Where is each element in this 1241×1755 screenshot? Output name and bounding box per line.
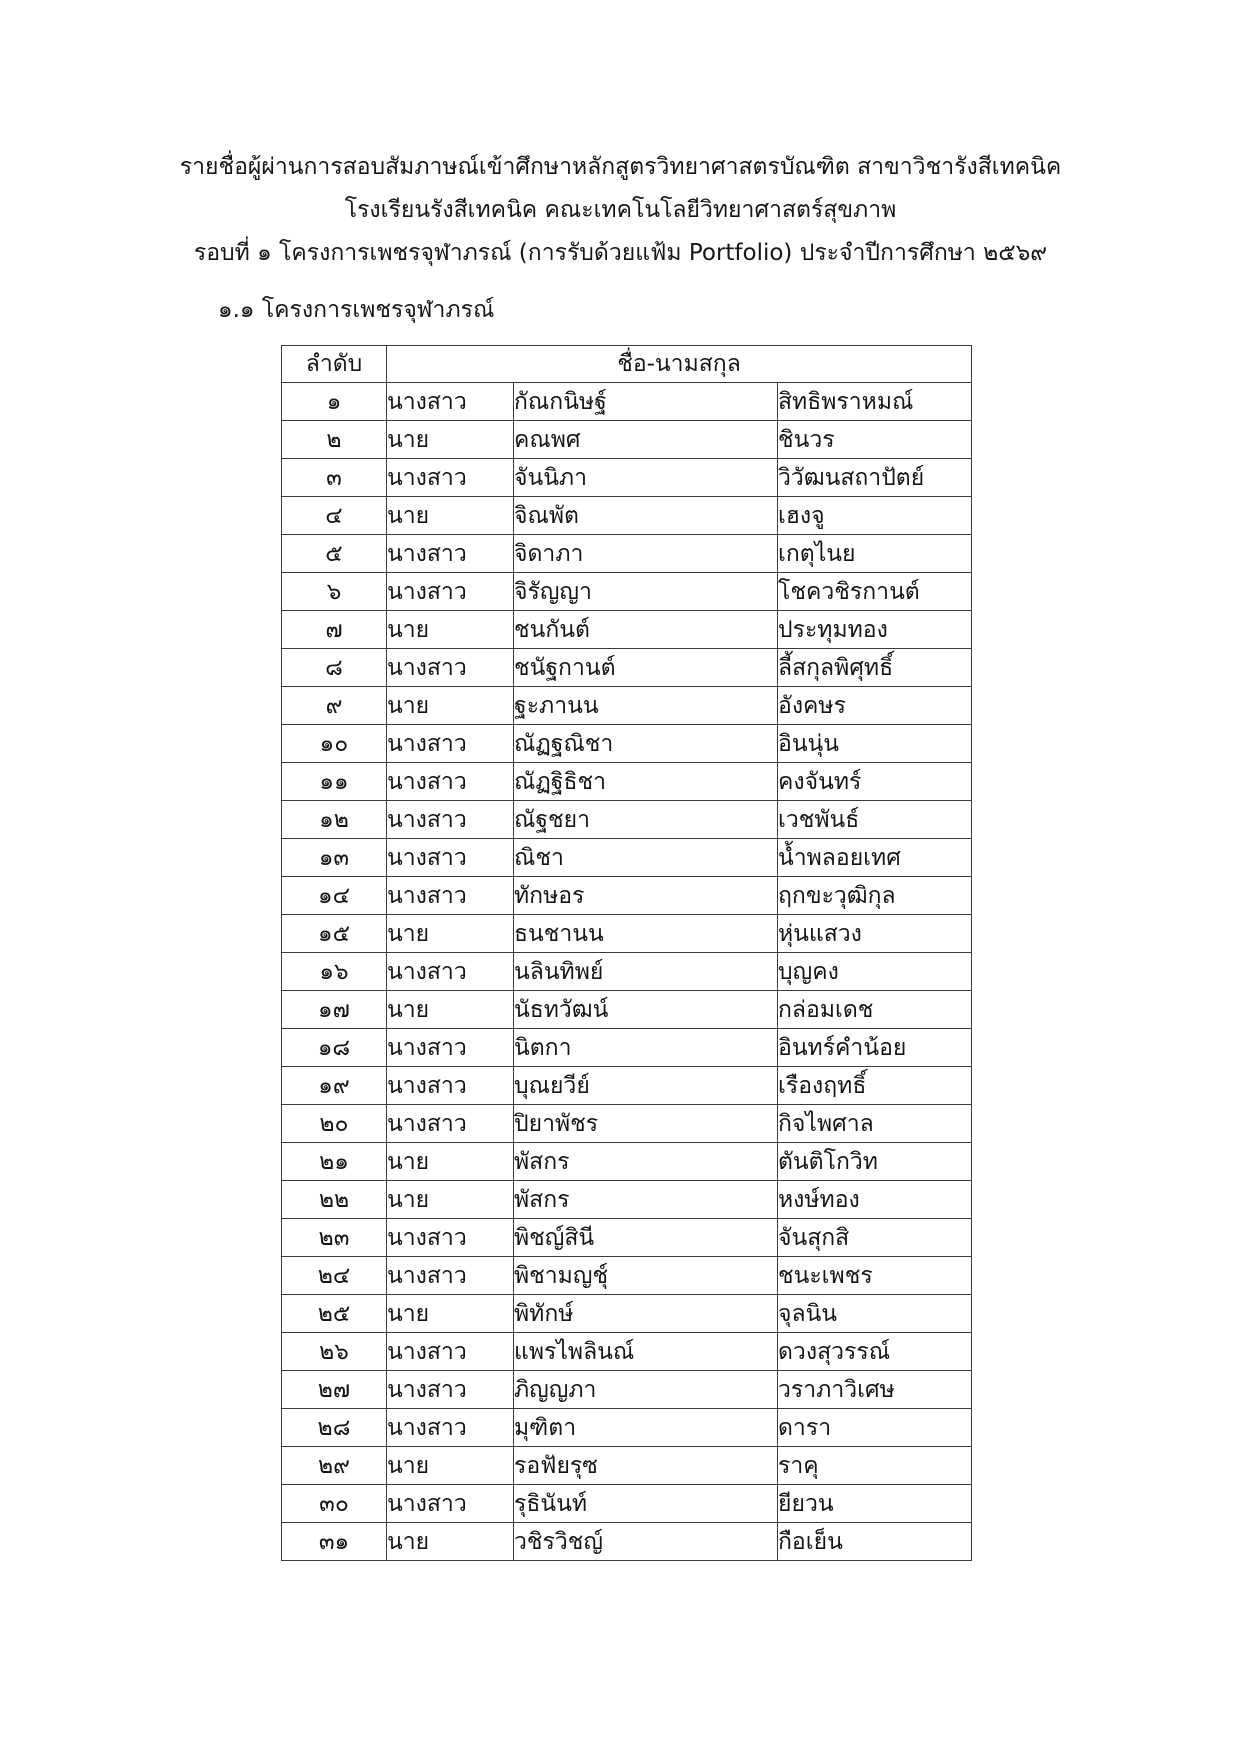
prefix-cell: นางสาว bbox=[387, 801, 514, 839]
table-row bbox=[282, 877, 972, 915]
table-row bbox=[282, 1333, 972, 1371]
first-name-cell: นลินทิพย์ bbox=[514, 953, 778, 991]
table-row bbox=[282, 725, 972, 763]
row-number-cell: ๒๒ bbox=[282, 1181, 387, 1219]
row-number-cell: ๒๑ bbox=[282, 1143, 387, 1181]
last-name-cell: ราคุ bbox=[778, 1447, 972, 1485]
last-name-cell: เฮงจู bbox=[778, 497, 972, 535]
row-number-cell: ๑๘ bbox=[282, 1029, 387, 1067]
first-name-cell: ณัฐชยา bbox=[514, 801, 778, 839]
table-row bbox=[282, 1371, 972, 1409]
first-name-cell: รอฟัยรุซ bbox=[514, 1447, 778, 1485]
prefix-cell: นางสาว bbox=[387, 1485, 514, 1523]
row-number-cell: ๕ bbox=[282, 535, 387, 573]
table-row bbox=[282, 839, 972, 877]
first-name-cell: ภิญญภา bbox=[514, 1371, 778, 1409]
first-name-cell: พิชามญชุ์ bbox=[514, 1257, 778, 1295]
prefix-cell: นางสาว bbox=[387, 953, 514, 991]
last-name-cell: ตันติโกวิท bbox=[778, 1143, 972, 1181]
prefix-cell: นาย bbox=[387, 1143, 514, 1181]
first-name-cell: มุฑิตา bbox=[514, 1409, 778, 1447]
row-number-cell: ๒๓ bbox=[282, 1219, 387, 1257]
last-name-cell: ลี้สกุลพิศุทธิ์ bbox=[778, 649, 972, 687]
row-number-cell: ๒๙ bbox=[282, 1447, 387, 1485]
last-name-cell: กล่อมเดช bbox=[778, 991, 972, 1029]
prefix-cell: นางสาว bbox=[387, 1333, 514, 1371]
first-name-cell: ชนกันต์ bbox=[514, 611, 778, 649]
first-name-cell: ทักษอร bbox=[514, 877, 778, 915]
table-row bbox=[282, 1029, 972, 1067]
row-number-cell: ๑๒ bbox=[282, 801, 387, 839]
last-name-cell: โชควชิรกานต์ bbox=[778, 573, 972, 611]
prefix-cell: นางสาว bbox=[387, 1105, 514, 1143]
prefix-cell: นางสาว bbox=[387, 1257, 514, 1295]
first-name-cell: วชิรวิชญ์ bbox=[514, 1523, 778, 1561]
last-name-cell: เวชพันธ์ bbox=[778, 801, 972, 839]
table-row bbox=[282, 801, 972, 839]
last-name-cell: จันสุกสิ bbox=[778, 1219, 972, 1257]
first-name-cell: จิรัญญา bbox=[514, 573, 778, 611]
prefix-cell: นางสาว bbox=[387, 1067, 514, 1105]
prefix-cell: นาย bbox=[387, 1447, 514, 1485]
table-row bbox=[282, 1143, 972, 1181]
row-number-cell: ๔ bbox=[282, 497, 387, 535]
table-row bbox=[282, 421, 972, 459]
last-name-cell: เกตุไนย bbox=[778, 535, 972, 573]
table-row bbox=[282, 1219, 972, 1257]
prefix-cell: นางสาว bbox=[387, 573, 514, 611]
last-name-cell: สิทธิพราหมณ์ bbox=[778, 383, 972, 421]
first-name-cell: พัสกร bbox=[514, 1143, 778, 1181]
prefix-cell: นาย bbox=[387, 687, 514, 725]
table-header-row bbox=[282, 346, 972, 383]
first-name-cell: แพรไพลินณ์ bbox=[514, 1333, 778, 1371]
last-name-cell: อินนุ่น bbox=[778, 725, 972, 763]
column-header-name: ชื่อ-นามสกุล bbox=[387, 346, 972, 383]
applicants-table bbox=[281, 345, 972, 1561]
last-name-cell: ชนะเพชร bbox=[778, 1257, 972, 1295]
first-name-cell: ณัฏฐณิชา bbox=[514, 725, 778, 763]
last-name-cell: น้ำพลอยเทศ bbox=[778, 839, 972, 877]
row-number-cell: ๑ bbox=[282, 383, 387, 421]
table-row bbox=[282, 649, 972, 687]
table-header bbox=[282, 346, 972, 383]
first-name-cell: รุธินันท์ bbox=[514, 1485, 778, 1523]
prefix-cell: นางสาว bbox=[387, 383, 514, 421]
row-number-cell: ๓ bbox=[282, 459, 387, 497]
last-name-cell: ชินวร bbox=[778, 421, 972, 459]
row-number-cell: ๑๑ bbox=[282, 763, 387, 801]
table-row bbox=[282, 915, 972, 953]
first-name-cell: จิณพัต bbox=[514, 497, 778, 535]
table-row bbox=[282, 459, 972, 497]
last-name-cell: เรืองฤทธิ์ bbox=[778, 1067, 972, 1105]
prefix-cell: นางสาว bbox=[387, 725, 514, 763]
row-number-cell: ๑๗ bbox=[282, 991, 387, 1029]
row-number-cell: ๑๔ bbox=[282, 877, 387, 915]
last-name-cell: ดารา bbox=[778, 1409, 972, 1447]
prefix-cell: นางสาว bbox=[387, 1409, 514, 1447]
first-name-cell: จันนิภา bbox=[514, 459, 778, 497]
last-name-cell: ประทุมทอง bbox=[778, 611, 972, 649]
row-number-cell: ๑๓ bbox=[282, 839, 387, 877]
last-name-cell: กิจไพศาล bbox=[778, 1105, 972, 1143]
prefix-cell: นางสาว bbox=[387, 1371, 514, 1409]
prefix-cell: นาย bbox=[387, 1181, 514, 1219]
table-row bbox=[282, 1523, 972, 1561]
first-name-cell: นัธทวัฒน์ bbox=[514, 991, 778, 1029]
row-number-cell: ๒๖ bbox=[282, 1333, 387, 1371]
table-row bbox=[282, 763, 972, 801]
last-name-cell: วิวัฒนสถาปัตย์ bbox=[778, 459, 972, 497]
row-number-cell: ๘ bbox=[282, 649, 387, 687]
row-number-cell: ๒๘ bbox=[282, 1409, 387, 1447]
table-row bbox=[282, 991, 972, 1029]
row-number-cell: ๗ bbox=[282, 611, 387, 649]
first-name-cell: พิชญ์สินี bbox=[514, 1219, 778, 1257]
row-number-cell: ๒๐ bbox=[282, 1105, 387, 1143]
table-row bbox=[282, 1257, 972, 1295]
prefix-cell: นาย bbox=[387, 1523, 514, 1561]
prefix-cell: นาย bbox=[387, 915, 514, 953]
last-name-cell: บุญคง bbox=[778, 953, 972, 991]
last-name-cell: วราภาวิเศษ bbox=[778, 1371, 972, 1409]
row-number-cell: ๓๑ bbox=[282, 1523, 387, 1561]
first-name-cell: ณิชา bbox=[514, 839, 778, 877]
first-name-cell: พิทักษ์ bbox=[514, 1295, 778, 1333]
last-name-cell: อินทร์คำน้อย bbox=[778, 1029, 972, 1067]
first-name-cell: ชนัฐกานต์ bbox=[514, 649, 778, 687]
table-row bbox=[282, 1447, 972, 1485]
table-row bbox=[282, 535, 972, 573]
prefix-cell: นางสาว bbox=[387, 1219, 514, 1257]
table-row bbox=[282, 497, 972, 535]
last-name-cell: ดวงสุวรรณ์ bbox=[778, 1333, 972, 1371]
prefix-cell: นางสาว bbox=[387, 459, 514, 497]
document-title bbox=[0, 146, 1241, 275]
first-name-cell: บุณยวีย์ bbox=[514, 1067, 778, 1105]
table-row bbox=[282, 1485, 972, 1523]
prefix-cell: นางสาว bbox=[387, 649, 514, 687]
table-row bbox=[282, 573, 972, 611]
row-number-cell: ๑๙ bbox=[282, 1067, 387, 1105]
row-number-cell: ๙ bbox=[282, 687, 387, 725]
last-name-cell: หุ่นแสวง bbox=[778, 915, 972, 953]
last-name-cell: หงษ์ทอง bbox=[778, 1181, 972, 1219]
row-number-cell: ๒๗ bbox=[282, 1371, 387, 1409]
table-row bbox=[282, 383, 972, 421]
last-name-cell: อังคษร bbox=[778, 687, 972, 725]
table-body bbox=[282, 383, 972, 1561]
table-row bbox=[282, 1409, 972, 1447]
first-name-cell: จิดาภา bbox=[514, 535, 778, 573]
prefix-cell: นางสาว bbox=[387, 839, 514, 877]
table-row bbox=[282, 1105, 972, 1143]
title-line-1: รายชื่อผู้ผ่านการสอบสัมภาษณ์เข้าศึกษาหลักสูตรวิทยาศาสตรบัณฑิต สาขาวิชารังสีเทคนิค bbox=[179, 154, 1062, 180]
row-number-cell: ๒ bbox=[282, 421, 387, 459]
prefix-cell: นาย bbox=[387, 1295, 514, 1333]
last-name-cell: ยียวน bbox=[778, 1485, 972, 1523]
first-name-cell: นิตกา bbox=[514, 1029, 778, 1067]
prefix-cell: นางสาว bbox=[387, 1029, 514, 1067]
prefix-cell: นางสาว bbox=[387, 877, 514, 915]
first-name-cell: ธนชานน bbox=[514, 915, 778, 953]
column-header-no: ลำดับ bbox=[282, 346, 387, 383]
prefix-cell: นาย bbox=[387, 497, 514, 535]
table-row bbox=[282, 611, 972, 649]
first-name-cell: กัณกนิษฐ์ bbox=[514, 383, 778, 421]
last-name-cell: กือเย็น bbox=[778, 1523, 972, 1561]
row-number-cell: ๓๐ bbox=[282, 1485, 387, 1523]
last-name-cell: จุลนิน bbox=[778, 1295, 972, 1333]
table-row bbox=[282, 1295, 972, 1333]
first-name-cell: คณพศ bbox=[514, 421, 778, 459]
first-name-cell: ฐะภานน bbox=[514, 687, 778, 725]
last-name-cell: ฤกขะวุฒิกุล bbox=[778, 877, 972, 915]
row-number-cell: ๖ bbox=[282, 573, 387, 611]
first-name-cell: ณัฏฐิธิชา bbox=[514, 763, 778, 801]
row-number-cell: ๑๖ bbox=[282, 953, 387, 991]
prefix-cell: นาย bbox=[387, 421, 514, 459]
table-row bbox=[282, 1067, 972, 1105]
table-row bbox=[282, 687, 972, 725]
last-name-cell: คงจันทร์ bbox=[778, 763, 972, 801]
table-row bbox=[282, 1181, 972, 1219]
row-number-cell: ๒๕ bbox=[282, 1295, 387, 1333]
prefix-cell: นาย bbox=[387, 611, 514, 649]
table-row bbox=[282, 953, 972, 991]
prefix-cell: นางสาว bbox=[387, 763, 514, 801]
title-line-2: โรงเรียนรังสีเทคนิค คณะเทคโนโลยีวิทยาศาสตร์สุขภาพ bbox=[344, 197, 897, 223]
section-heading: ๑.๑ โครงการเพชรจุฬาภรณ์ bbox=[218, 297, 495, 323]
prefix-cell: นาย bbox=[387, 991, 514, 1029]
prefix-cell: นางสาว bbox=[387, 535, 514, 573]
row-number-cell: ๒๔ bbox=[282, 1257, 387, 1295]
row-number-cell: ๑๐ bbox=[282, 725, 387, 763]
first-name-cell: พัสกร bbox=[514, 1181, 778, 1219]
first-name-cell: ปิยาพัชร bbox=[514, 1105, 778, 1143]
row-number-cell: ๑๕ bbox=[282, 915, 387, 953]
title-line-3: รอบที่ ๑ โครงการเพชรจุฬาภรณ์ (การรับด้วยแฟ้ม Portfolio) ประจำปีการศึกษา ๒๕๖๙ bbox=[193, 240, 1048, 266]
